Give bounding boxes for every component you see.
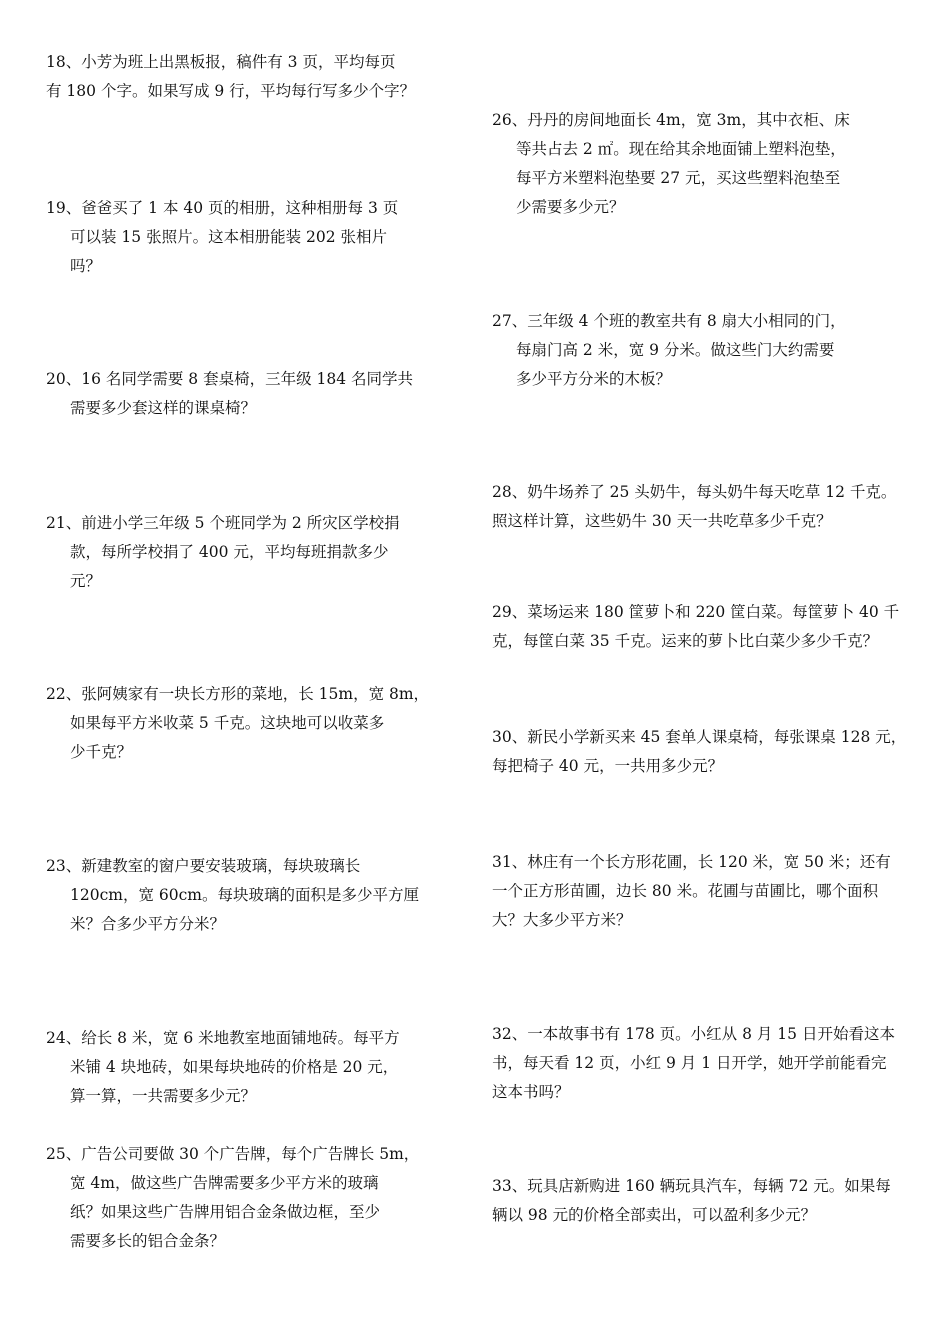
problem-line: 吗？ xyxy=(70,257,102,275)
problem-line: 33、玩具店新购进 160 辆玩具汽车，每辆 72 元。如果每 xyxy=(492,1177,891,1195)
problem-line: 需要多长的铝合金条？ xyxy=(70,1232,226,1250)
problem-26 xyxy=(492,106,850,222)
problem-line: 18、小芳为班上出黑板报，稿件有 3 页，平均每页 xyxy=(46,53,396,71)
problem-line: 25、广告公司要做 30 个广告牌，每个广告牌长 5m， xyxy=(46,1145,420,1163)
problem-23 xyxy=(46,852,419,939)
problem-line: 28、奶牛场养了 25 头奶牛，每头奶牛每天吃草 12 千克。 xyxy=(492,483,897,501)
problem-line: 等共占去 2 ㎡。现在给其余地面铺上塑料泡垫， xyxy=(516,140,846,158)
problem-line: 120cm，宽 60cm。每块玻璃的面积是多少平方厘 xyxy=(70,886,419,904)
problem-line: 有 180 个字。如果写成 9 行，平均每行写多少个字？ xyxy=(46,82,416,100)
problem-line: 少需要多少元？ xyxy=(516,198,625,216)
problem-29 xyxy=(492,598,899,656)
problem-line: 21、前进小学三年级 5 个班同学为 2 所灾区学校捐 xyxy=(46,514,400,532)
problem-line: 27、三年级 4 个班的教室共有 8 扇大小相同的门， xyxy=(492,312,846,330)
problem-line: 纸？如果这些广告牌用铝合金条做边框，至少 xyxy=(70,1203,381,1221)
problem-line: 如果每平方米收菜 5 千克。这块地可以收菜多 xyxy=(70,714,385,732)
problem-25 xyxy=(46,1140,419,1256)
problem-30 xyxy=(492,723,906,781)
problem-20 xyxy=(46,365,413,423)
problem-line: 26、丹丹的房间地面长 4m，宽 3m，其中衣柜、床 xyxy=(492,111,850,129)
problem-line: 可以装 15 张照片。这本相册能装 202 张相片 xyxy=(70,228,388,246)
problem-line: 20、16 名同学需要 8 套桌椅，三年级 184 名同学共 xyxy=(46,370,414,388)
problem-line: 19、爸爸买了 1 本 40 页的相册，这种相册每 3 页 xyxy=(46,199,399,217)
problem-line: 照这样计算，这些奶牛 30 天一共吃草多少千克？ xyxy=(492,512,832,530)
problem-21 xyxy=(46,509,400,596)
problem-28 xyxy=(492,478,896,536)
problem-line: 每把椅子 40 元，一共用多少元？ xyxy=(492,757,724,775)
problem-line: 米？合多少平方分米？ xyxy=(70,915,226,933)
problem-18 xyxy=(46,48,415,106)
problem-line: 23、新建教室的窗户要安装玻璃，每块玻璃长 xyxy=(46,857,361,875)
problem-line: 元？ xyxy=(70,572,102,590)
problem-22 xyxy=(46,680,429,767)
problem-line: 这本书吗？ xyxy=(492,1083,570,1101)
problem-line: 米铺 4 块地砖，如果每块地砖的价格是 20 元， xyxy=(70,1058,399,1076)
problem-32 xyxy=(492,1020,895,1107)
problem-line: 32、一本故事书有 178 页。小红从 8 月 15 日开始看这本 xyxy=(492,1025,895,1043)
problem-line: 辆以 98 元的价格全部卖出，可以盈利多少元？ xyxy=(492,1206,817,1224)
problem-33 xyxy=(492,1172,891,1230)
problem-line: 款，每所学校捐了 400 元，平均每班捐款多少 xyxy=(70,543,389,561)
problem-line: 克，每筐白菜 35 千克。运来的萝卜比白菜少多少千克？ xyxy=(492,632,879,650)
problem-line: 每扇门高 2 米，宽 9 分米。做这些门大约需要 xyxy=(516,341,835,359)
problem-line: 24、给长 8 米，宽 6 米地教室地面铺地砖。每平方 xyxy=(46,1029,400,1047)
problem-31 xyxy=(492,848,891,935)
problem-line: 需要多少套这样的课桌椅？ xyxy=(70,399,257,417)
problem-line: 少千克？ xyxy=(70,743,133,761)
problem-line: 29、菜场运来 180 筐萝卜和 220 筐白菜。每筐萝卜 40 千 xyxy=(492,603,900,621)
problem-line: 算一算，一共需要多少元？ xyxy=(70,1087,257,1105)
problem-line: 22、张阿姨家有一块长方形的菜地，长 15m，宽 8m， xyxy=(46,685,430,703)
problem-24 xyxy=(46,1024,400,1111)
problem-line: 宽 4m，做这些广告牌需要多少平方米的玻璃 xyxy=(70,1174,379,1192)
problem-line: 31、林庄有一个长方形花圃，长 120 米，宽 50 米；还有 xyxy=(492,853,891,871)
problem-19 xyxy=(46,194,398,281)
problem-line: 大？大多少平方米？ xyxy=(492,911,632,929)
problem-line: 多少平方分米的木板？ xyxy=(516,370,672,388)
problem-27 xyxy=(492,307,846,394)
problem-line: 书，每天看 12 页，小红 9 月 1 日开学，她开学前能看完 xyxy=(492,1054,887,1072)
problem-line: 一个正方形苗圃，边长 80 米。花圃与苗圃比，哪个面积 xyxy=(492,882,879,900)
problem-line: 每平方米塑料泡垫要 27 元，买这些塑料泡垫至 xyxy=(516,169,841,187)
problem-line: 30、新民小学新买来 45 套单人课桌椅，每张课桌 128 元， xyxy=(492,728,907,746)
